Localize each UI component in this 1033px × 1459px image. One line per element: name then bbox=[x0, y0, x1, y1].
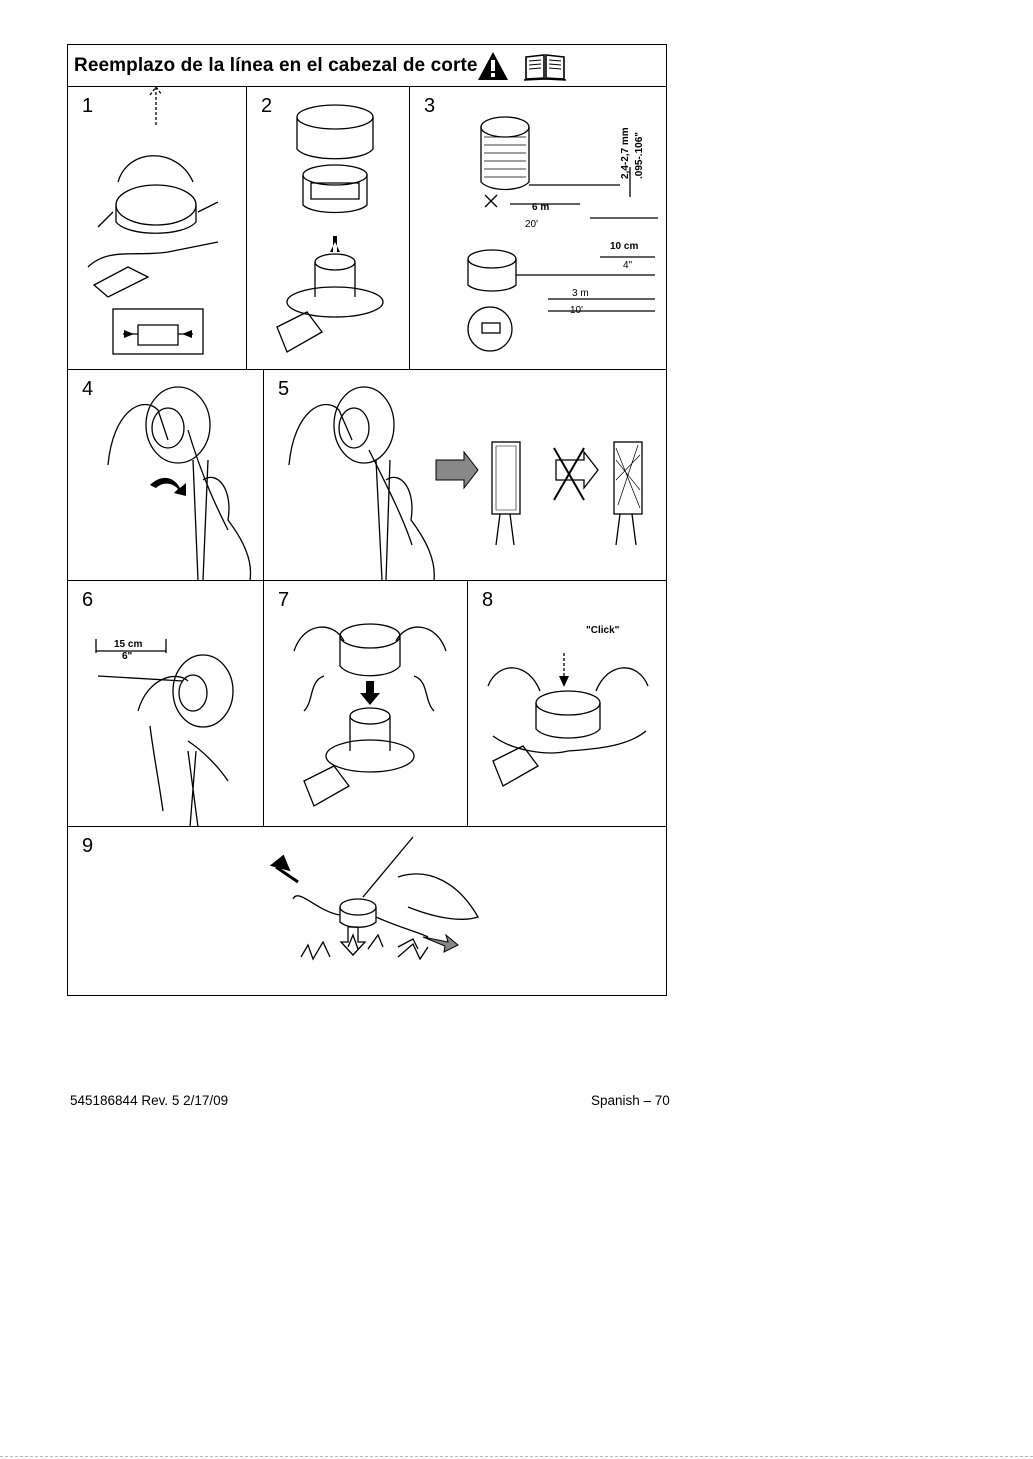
step-6-illustration bbox=[68, 581, 264, 827]
step-6-panel bbox=[68, 581, 264, 826]
steps-row-2 bbox=[68, 370, 666, 581]
step-5-illustration bbox=[264, 370, 668, 581]
step-8-click-label: "Click" bbox=[586, 625, 620, 636]
step-8-panel bbox=[468, 581, 668, 826]
step-number: 5 bbox=[278, 378, 290, 400]
step-3-length2-imperial: 10' bbox=[570, 305, 584, 316]
document-info: 545186844 Rev. 5 2/17/09 bbox=[70, 1093, 229, 1108]
step-number: 6 bbox=[82, 589, 94, 611]
step-4-illustration bbox=[68, 370, 264, 581]
step-5-panel bbox=[264, 370, 668, 580]
step-1-panel bbox=[68, 87, 247, 369]
step-3-length2-metric: 3 m bbox=[572, 288, 589, 299]
step-3-length1-imperial: 20' bbox=[525, 219, 539, 230]
step-number: 1 bbox=[82, 95, 94, 117]
step-9-illustration bbox=[68, 827, 668, 997]
step-2-panel bbox=[247, 87, 410, 369]
page-label: Spanish – 70 bbox=[591, 1093, 670, 1108]
step-3-diameter-metric: 2,4-2,7 mm bbox=[620, 127, 631, 179]
step-3-panel bbox=[410, 87, 668, 369]
step-1-illustration bbox=[68, 87, 247, 370]
step-number: 3 bbox=[424, 95, 436, 117]
step-number: 8 bbox=[482, 589, 494, 611]
open-book-icon bbox=[523, 52, 567, 82]
step-8-illustration bbox=[468, 581, 668, 827]
step-number: 4 bbox=[82, 378, 94, 400]
title-bar bbox=[68, 45, 666, 87]
step-7-panel bbox=[264, 581, 468, 826]
step-4-panel bbox=[68, 370, 264, 580]
instruction-frame bbox=[67, 44, 667, 996]
step-3-diameter-imperial: .095-.106" bbox=[634, 132, 645, 179]
bottom-dashed-rule bbox=[0, 1456, 1033, 1457]
step-3-length1-metric: 6 m bbox=[532, 202, 550, 213]
step-7-illustration bbox=[264, 581, 468, 827]
page-title: Reemplazo de la línea en el cabezal de corte bbox=[74, 55, 478, 76]
step-number: 9 bbox=[82, 835, 94, 857]
steps-row-3 bbox=[68, 581, 666, 827]
step-number: 2 bbox=[261, 95, 273, 117]
warning-triangle-icon bbox=[476, 50, 510, 82]
step-3-end-imperial: 4" bbox=[623, 260, 633, 271]
steps-row-1 bbox=[68, 87, 666, 370]
step-3-end-metric: 10 cm bbox=[610, 241, 639, 252]
steps-row-4 bbox=[68, 827, 666, 997]
step-9-panel bbox=[68, 827, 668, 997]
step-6-distance-imperial: 6" bbox=[122, 651, 133, 662]
step-6-distance-metric: 15 cm bbox=[114, 639, 143, 650]
step-number: 7 bbox=[278, 589, 290, 611]
step-2-illustration bbox=[247, 87, 410, 370]
step-3-illustration bbox=[410, 87, 668, 370]
